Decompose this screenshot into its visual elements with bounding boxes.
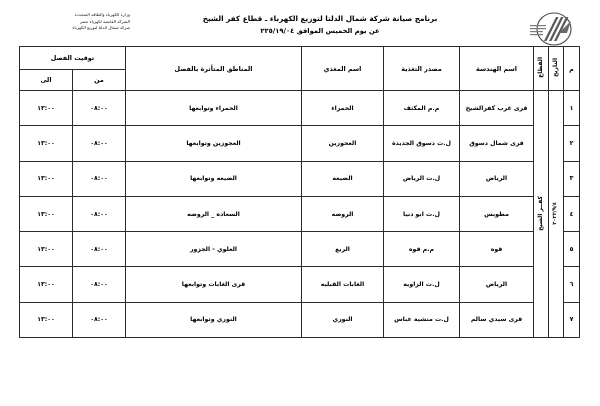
logo-container: [516, 9, 590, 47]
cell-row-number: ٦: [564, 267, 580, 302]
cell-time-to: ١٣:٠٠: [19, 91, 72, 126]
cell-areas: النوري وتوابعها: [126, 302, 302, 337]
organization-line-3: شركة شمال الدلتا لتوزيع الكهرباء: [72, 25, 130, 30]
page-subtitle: عن يوم الخميس الموافق ٢٢٥/١٩/٠٤: [260, 26, 380, 35]
cell-time-to: ١٣:٠٠: [19, 196, 72, 231]
cell-source: ل.ت منشية عباس: [384, 302, 460, 337]
document-header: [0, 0, 600, 46]
cell-time-from: ٠٨:٠٠: [73, 161, 126, 196]
cell-sector: [534, 91, 549, 338]
column-header-timing-group: توقيت الفصل: [19, 47, 125, 70]
table-row: [19, 91, 579, 126]
cell-source: م.م قوه: [384, 232, 460, 267]
sector-value: كفــر الشيخ: [537, 195, 544, 231]
cell-time-to: ١٣:٠٠: [19, 267, 72, 302]
cell-row-number: ٣: [564, 161, 580, 196]
table-header: [19, 47, 579, 91]
cell-date: [549, 91, 564, 338]
column-header-feeder: اسم المغذي: [302, 47, 384, 91]
cell-time-to: ١٣:٠٠: [19, 232, 72, 267]
cell-feeder: الروضه: [302, 196, 384, 231]
date-value: ٢٠٢٢/٩/٤: [552, 201, 559, 225]
table-body: [19, 91, 579, 338]
cell-engineering: قرى سيدي سالم: [460, 302, 534, 337]
schedule-table-container: [0, 46, 600, 338]
cell-time-from: ٠٨:٠٠: [73, 126, 126, 161]
organization-header: [10, 9, 130, 32]
column-header-to: الى: [19, 70, 72, 91]
organization-line-2: الشركة القابضة لكهرباء مصر: [79, 18, 130, 24]
table-row: [19, 232, 579, 267]
organization-line-1: وزارة الكهرباء والطاقة المتجددة: [74, 12, 130, 17]
cell-time-from: ٠٨:٠٠: [73, 91, 126, 126]
cell-source: ل.ت دسوق الجديدة: [384, 126, 460, 161]
table-row: [19, 196, 579, 231]
cell-areas: الضيعه وتوابعها: [126, 161, 302, 196]
column-header-areas: المناطق المتأثرة بالفصل: [126, 47, 302, 91]
cell-areas: السعاده _ الروضه: [126, 196, 302, 231]
column-header-source: مصدر التغذية: [384, 47, 460, 91]
cell-engineering: مطوبس: [460, 196, 534, 231]
column-header-no: م: [564, 47, 580, 91]
cell-engineering: قرى شمال دسوق: [460, 126, 534, 161]
cell-source: ل.ت الرياض: [384, 161, 460, 196]
cell-time-from: ٠٨:٠٠: [73, 232, 126, 267]
cell-row-number: ٧: [564, 302, 580, 337]
table-row: [19, 161, 579, 196]
cell-areas: قرى الغابات وتوابعها: [126, 267, 302, 302]
column-header-from: من: [73, 70, 126, 91]
north-delta-electricity-logo-icon: [526, 11, 580, 47]
table-row: [19, 267, 579, 302]
cell-feeder: الضيعه: [302, 161, 384, 196]
cell-time-from: ٠٨:٠٠: [73, 267, 126, 302]
cell-areas: العلوي - الجزور: [126, 232, 302, 267]
cell-source: م.م المكثف: [384, 91, 460, 126]
document-title-block: [130, 9, 516, 37]
cell-feeder: العجوزين: [302, 126, 384, 161]
cell-row-number: ٤: [564, 196, 580, 231]
cell-feeder: النوري: [302, 302, 384, 337]
column-header-sector: القطاع: [534, 47, 549, 91]
cell-time-to: ١٣:٠٠: [19, 161, 72, 196]
cell-engineering: قوه: [460, 232, 534, 267]
cell-time-from: ٠٨:٠٠: [73, 196, 126, 231]
cell-row-number: ٢: [564, 126, 580, 161]
cell-areas: الحمراء وتوابعها: [126, 91, 302, 126]
cell-feeder: الربع: [302, 232, 384, 267]
cell-engineering: قرى غرب كفرالشيخ: [460, 91, 534, 126]
cell-areas: العجوزين وتوابعها: [126, 126, 302, 161]
cell-time-from: ٠٨:٠٠: [73, 302, 126, 337]
column-header-date: التاريخ: [549, 47, 564, 91]
table-row: [19, 302, 579, 337]
page-title: برنامج صيانة شركة شمال الدلتا لتوزيع الكهرباء ـ قطاع كفر الشيخ: [202, 14, 438, 23]
cell-engineering: الرياض: [460, 267, 534, 302]
cell-source: ل.ت الزاويه: [384, 267, 460, 302]
cell-engineering: الرياض: [460, 161, 534, 196]
column-header-engineering: اسم الهندسة: [460, 47, 534, 91]
cell-source: ل.ت ابو دنيا: [384, 196, 460, 231]
cell-row-number: ٥: [564, 232, 580, 267]
cell-row-number: ١: [564, 91, 580, 126]
maintenance-schedule-table: [19, 46, 580, 338]
cell-feeder: الحمراء: [302, 91, 384, 126]
cell-time-to: ١٣:٠٠: [19, 126, 72, 161]
cell-time-to: ١٣:٠٠: [19, 302, 72, 337]
cell-feeder: الغابات القبليه: [302, 267, 384, 302]
table-row: [19, 126, 579, 161]
